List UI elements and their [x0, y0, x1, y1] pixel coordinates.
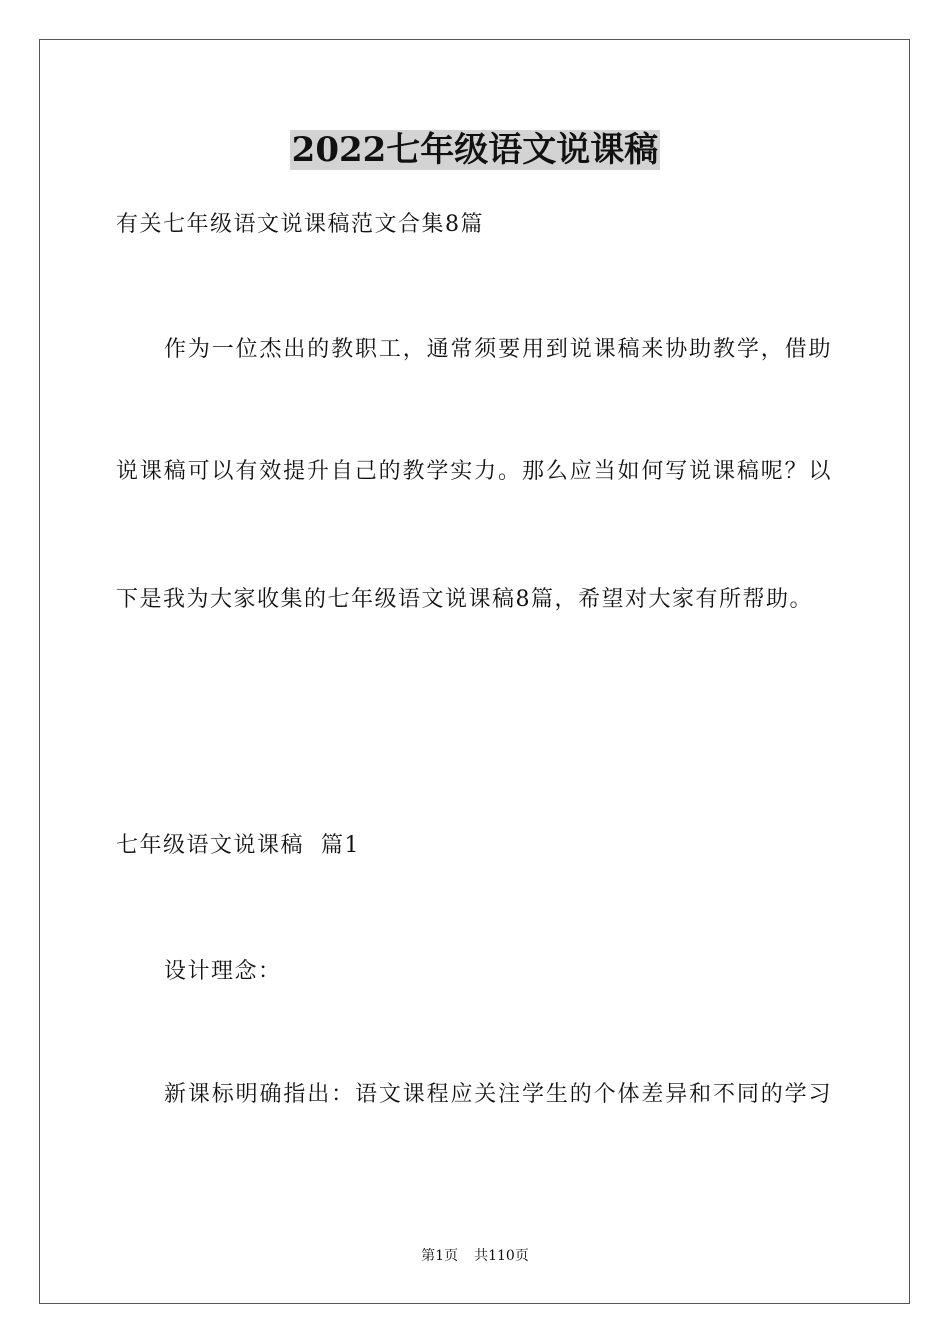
page-total: 共110页	[474, 1248, 529, 1264]
design-concept-label: 设计理念：	[164, 959, 282, 984]
body-paragraph-line-1: 新课标明确指出：语文课程应关注学生的个体差异和不同的学习	[164, 1082, 832, 1107]
page-number: 第1页	[421, 1248, 459, 1264]
document-subtitle: 有关七年级语文说课稿范文合集8篇	[116, 212, 484, 237]
intro-paragraph-line-1: 作为一位杰出的教职工，通常须要用到说课稿来协助教学，借助	[164, 337, 832, 362]
document-title-text: 2022七年级语文说课稿	[291, 130, 659, 170]
page-footer	[0, 1247, 950, 1265]
document-title	[0, 128, 950, 172]
section-heading: 七年级语文说课稿 篇1	[116, 833, 360, 858]
intro-paragraph-line-3: 下是我为大家收集的七年级语文说课稿8篇，希望对大家有所帮助。	[116, 587, 813, 612]
intro-paragraph-line-2: 说课稿可以有效提升自己的教学实力。那么应当如何写说课稿呢？以	[116, 459, 832, 484]
